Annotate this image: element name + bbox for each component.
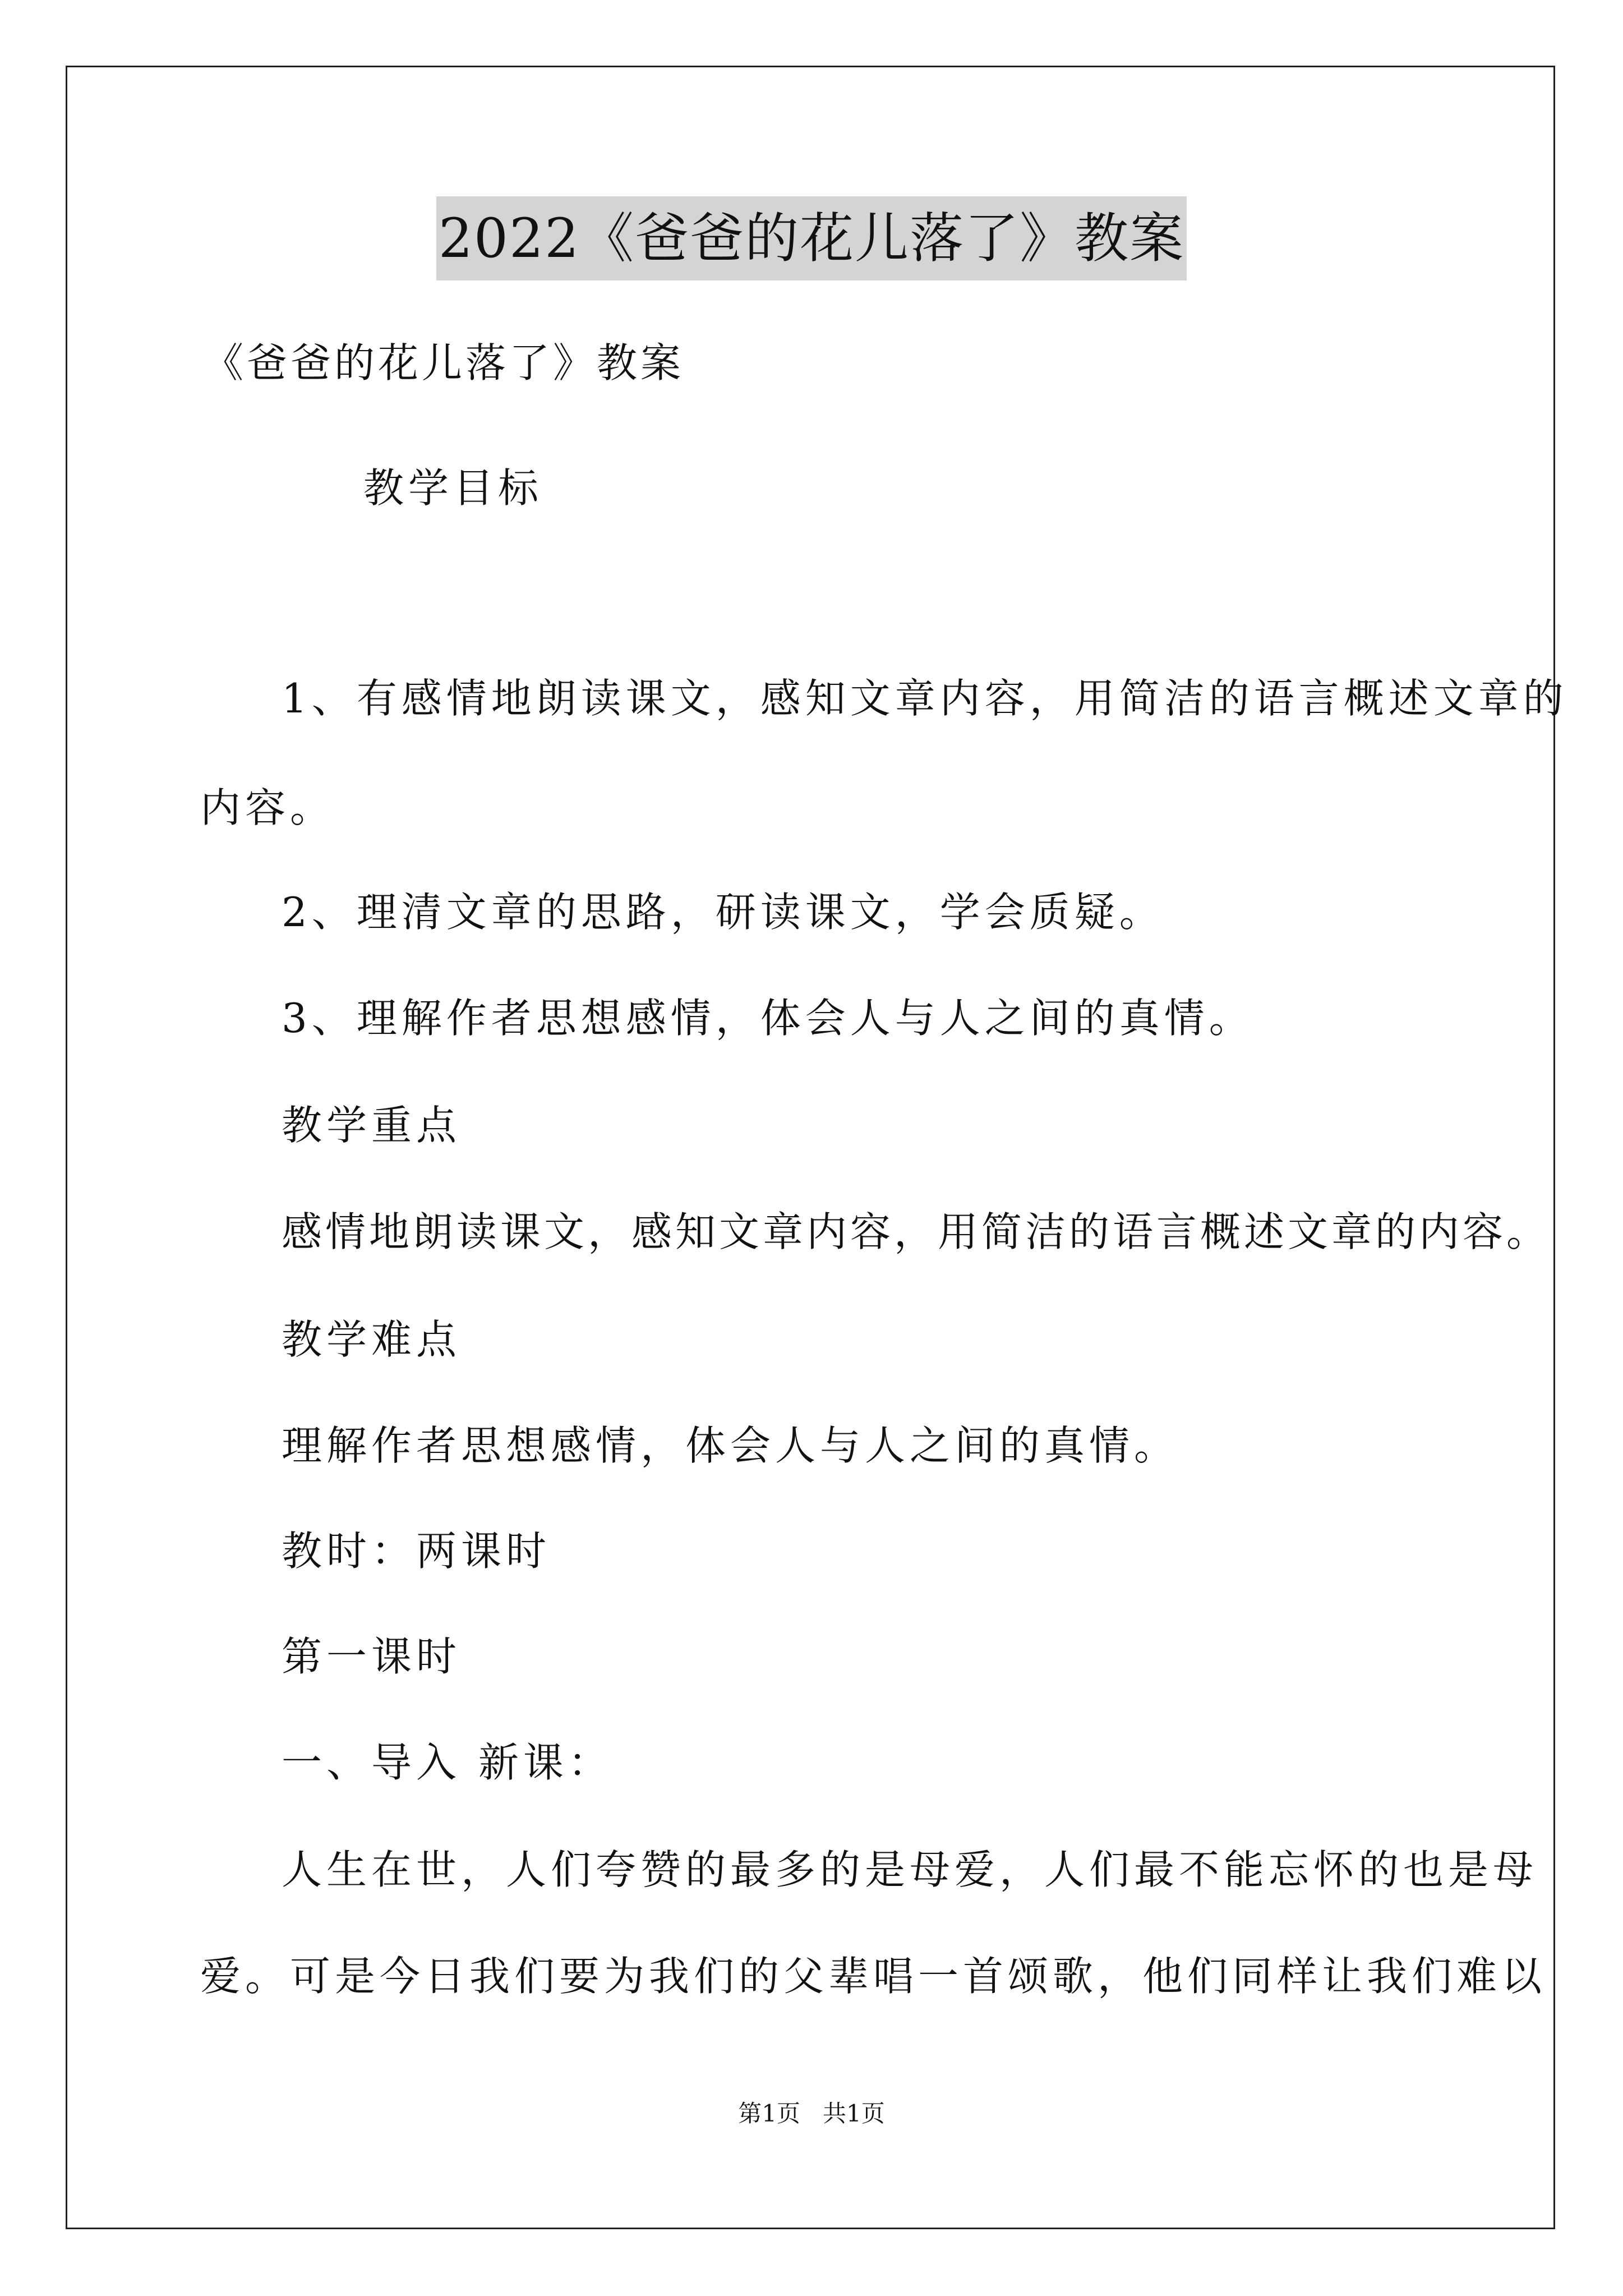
objective-1-line-2: 内容。 [200, 784, 335, 831]
class-hours: 教时：两课时 [282, 1527, 551, 1575]
key-points-text: 感情地朗读课文，感知文章内容，用简洁的语言概述文章的内容。 [282, 1208, 1551, 1255]
intro-heading: 一、导入 新课： [282, 1739, 613, 1786]
first-lesson: 第一课时 [282, 1633, 462, 1680]
objectives-heading: 教学目标 [363, 464, 543, 512]
intro-line-2: 爱。可是今日我们要为我们的父辈唱一首颂歌，他们同样让我们难以 [200, 1953, 1547, 2000]
objective-3: 3、理解作者思想感情，体会人与人之间的真情。 [282, 995, 1254, 1042]
document-subtitle: 《爸爸的花儿落了》教案 [203, 339, 685, 386]
difficulties-heading: 教学难点 [282, 1316, 462, 1363]
key-points-heading: 教学重点 [282, 1102, 462, 1149]
difficulties-text: 理解作者思想感情，体会人与人之间的真情。 [282, 1422, 1179, 1469]
document-title: 2022《爸爸的花儿落了》教案 [436, 196, 1187, 280]
title-container [0, 196, 1623, 280]
intro-line-1: 人生在世，人们夸赞的最多的是母爱，人们最不能忘怀的也是母 [282, 1846, 1538, 1893]
objective-1-line-1: 1、有感情地朗读课文，感知文章内容，用简洁的语言概述文章的 [282, 675, 1568, 722]
objective-2: 2、理清文章的思路，研读课文，学会质疑。 [282, 889, 1164, 936]
page-footer: 第1页 共1页 [738, 2100, 885, 2127]
